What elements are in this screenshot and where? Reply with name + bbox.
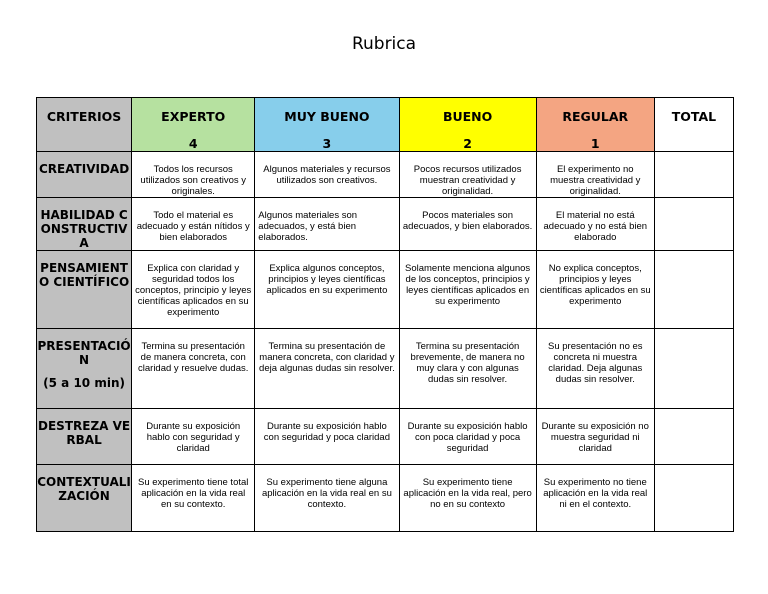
criterion-pensamiento-cientifico: PENSAMIENTO CIENTÍFICO: [37, 251, 132, 329]
header-criterios-label: CRITERIOS: [46, 109, 122, 124]
header-regular-points: 1: [590, 136, 600, 151]
header-total-label: TOTAL: [671, 109, 717, 124]
table-row: [37, 329, 734, 409]
table-row: [37, 152, 734, 198]
header-bueno-points: 2: [463, 136, 472, 151]
cell-total: [654, 465, 733, 532]
criterion-presentacion-duration: (5 a 10 min): [43, 376, 125, 390]
header-bueno: [399, 98, 536, 152]
cell-total: [654, 409, 733, 465]
document-title: Rubrica: [351, 34, 417, 54]
cell-experto: Todos los recursos utilizados son creativos y originales.: [132, 152, 255, 198]
header-experto: [132, 98, 255, 152]
header-regular-label: REGULAR: [562, 109, 629, 124]
header-bueno-label: BUENO: [442, 109, 493, 124]
cell-muy-bueno: Durante su exposición hablo con seguridad y poca claridad: [255, 409, 399, 465]
criterion-presentacion: [37, 329, 132, 409]
cell-muy-bueno: Termina su presentación de manera concreta, con claridad y deja algunas dudas sin resolver.: [255, 329, 399, 409]
rubric-table: [36, 97, 734, 532]
table-row: [37, 251, 734, 329]
criterion-presentacion-label: PRESENTACIÓN: [37, 339, 131, 367]
cell-muy-bueno: Su experimento tiene alguna aplicación en la vida real en su contexto.: [255, 465, 399, 532]
cell-regular: Su experimento no tiene aplicación en la vida real ni en el contexto.: [536, 465, 654, 532]
header-criterios: [37, 98, 132, 152]
cell-experto: Explica con claridad y seguridad todos los conceptos, principio y leyes científicas aplicados en su experimento: [132, 251, 255, 329]
header-total: [654, 98, 733, 152]
criterion-destreza-verbal: DESTREZA VERBAL: [37, 409, 132, 465]
table-row: [37, 409, 734, 465]
cell-bueno: Termina su presentación brevemente, de manera no muy clara y con algunas dudas sin resolver.: [399, 329, 536, 409]
cell-bueno: Pocos materiales son adecuados, y bien elaborados.: [399, 198, 536, 251]
cell-regular: Su presentación no es concreta ni muestra claridad. Deja algunas dudas sin resolver.: [536, 329, 654, 409]
header-row: [37, 98, 734, 152]
cell-regular: El material no está adecuado y no está bien elaborado: [536, 198, 654, 251]
header-muy-bueno-label: MUY BUENO: [284, 109, 370, 124]
cell-total: [654, 152, 733, 198]
cell-regular: El experimento no muestra creatividad y originalidad.: [536, 152, 654, 198]
cell-regular: Durante su exposición no muestra seguridad ni claridad: [536, 409, 654, 465]
criterion-habilidad-constructiva: HABILIDAD CONSTRUCTIVA: [37, 198, 132, 251]
table-row: [37, 465, 734, 532]
header-muy-bueno: [255, 98, 399, 152]
cell-bueno: Durante su exposición hablo con poca claridad y poca seguridad: [399, 409, 536, 465]
cell-bueno: Su experimento tiene aplicación en la vida real, pero no en su contexto: [399, 465, 536, 532]
cell-bueno: Solamente menciona algunos de los conceptos, principios y leyes científicas aplicados en su experimento: [399, 251, 536, 329]
cell-bueno: Pocos recursos utilizados muestran creatividad y originalidad.: [399, 152, 536, 198]
cell-muy-bueno: Algunos materiales y recursos utilizados son creativos.: [255, 152, 399, 198]
cell-muy-bueno: Algunos materiales son adecuados, y está bien elaborados.: [255, 198, 399, 251]
header-experto-points: 4: [188, 136, 198, 151]
cell-total: [654, 198, 733, 251]
cell-muy-bueno: Explica algunos conceptos, principios y leyes científicas aplicados en su experimento: [255, 251, 399, 329]
header-experto-label: EXPERTO: [161, 109, 226, 124]
cell-experto: Su experimento tiene total aplicación en la vida real en su contexto.: [132, 465, 255, 532]
header-regular: [536, 98, 654, 152]
cell-regular: No explica conceptos, principios y leyes científicas aplicados en su experimento: [536, 251, 654, 329]
cell-experto: Termina su presentación de manera concreta, con claridad y resuelve dudas.: [132, 329, 255, 409]
cell-total: [654, 329, 733, 409]
cell-total: [654, 251, 733, 329]
cell-experto: Todo el material es adecuado y están nítidos y bien elaborados: [132, 198, 255, 251]
cell-experto: Durante su exposición hablo con seguridad y claridad: [132, 409, 255, 465]
criterion-contextualizacion: CONTEXTUALIZACIÓN: [37, 465, 132, 532]
criterion-creatividad: CREATIVIDAD: [37, 152, 132, 198]
table-row: [37, 198, 734, 251]
header-muy-bueno-points: 3: [322, 136, 332, 151]
